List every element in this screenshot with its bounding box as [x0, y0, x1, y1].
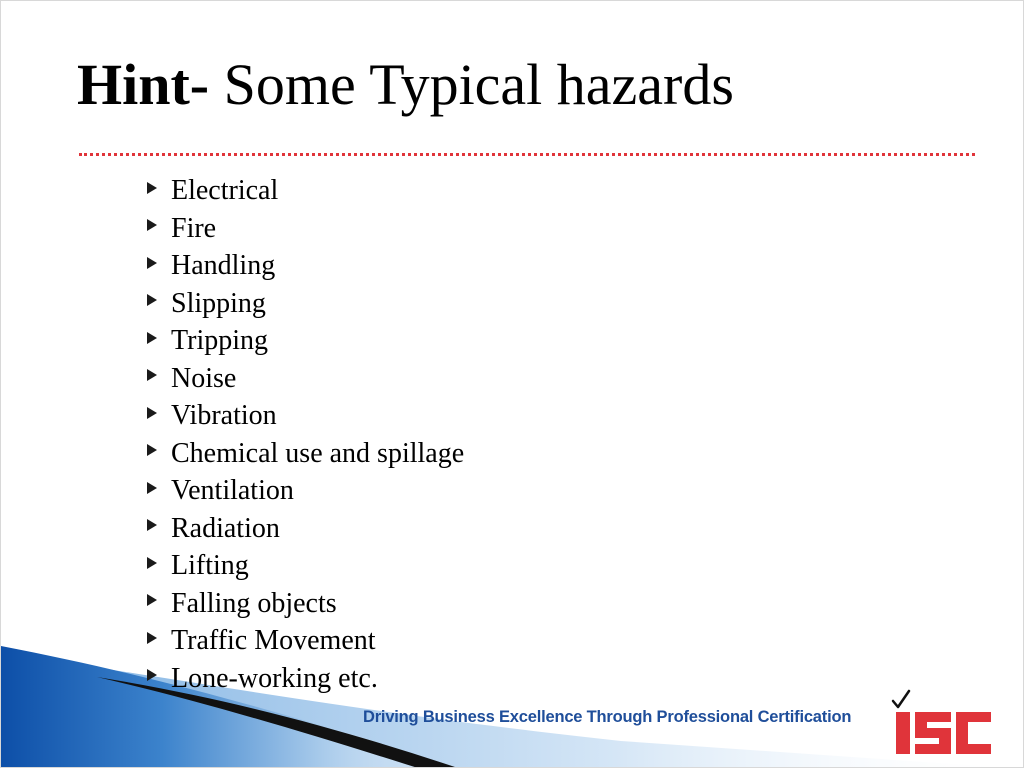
- list-item: [147, 397, 464, 435]
- list-item: [147, 210, 464, 248]
- list-item-label: Handling: [171, 250, 276, 281]
- list-item-label: Noise: [171, 362, 237, 394]
- list-item-label: Lone-working etc.: [171, 662, 378, 694]
- triangle-right-icon: [147, 369, 157, 381]
- list-item: [147, 285, 464, 323]
- triangle-right-icon: [147, 444, 157, 456]
- triangle-right-icon: [147, 407, 157, 419]
- list-item-label: Slipping: [171, 287, 266, 319]
- slide-title: [77, 49, 734, 121]
- list-item: [147, 622, 464, 660]
- list-item: [147, 510, 464, 548]
- list-item-label: Falling objects: [171, 587, 337, 619]
- triangle-right-icon: [147, 219, 157, 231]
- triangle-right-icon: [147, 482, 157, 494]
- triangle-right-icon: [147, 332, 157, 344]
- list-item: [147, 172, 464, 210]
- title-text: Some Typical hazards: [209, 52, 734, 117]
- title-divider: [79, 153, 975, 156]
- list-item-label: Ventilation: [171, 475, 294, 506]
- list-item: [147, 472, 464, 510]
- list-item-label: Radiation: [171, 512, 280, 544]
- list-item: [147, 585, 464, 623]
- list-item: [147, 322, 464, 360]
- list-item-label: Electrical: [171, 175, 279, 206]
- list-item-label: Lifting: [171, 550, 249, 581]
- triangle-right-icon: [147, 669, 157, 681]
- list-item: [147, 360, 464, 398]
- triangle-right-icon: [147, 257, 157, 269]
- triangle-right-icon: [147, 557, 157, 569]
- list-item: [147, 660, 464, 698]
- triangle-right-icon: [147, 519, 157, 531]
- triangle-right-icon: [147, 632, 157, 644]
- triangle-right-icon: [147, 182, 157, 194]
- title-hint: Hint-: [77, 52, 210, 117]
- triangle-right-icon: [147, 594, 157, 606]
- list-item-label: Traffic Movement: [171, 625, 376, 656]
- hazard-list: [147, 172, 464, 697]
- list-item: [147, 247, 464, 285]
- footer-tagline: Driving Business Excellence Through Professional Certification: [363, 708, 852, 726]
- list-item-label: Fire: [171, 212, 217, 244]
- list-item-label: Vibration: [171, 400, 277, 431]
- checkmark-icon: [893, 691, 909, 707]
- list-item: [147, 547, 464, 585]
- triangle-right-icon: [147, 294, 157, 306]
- list-item: [147, 435, 464, 473]
- list-item-label: Chemical use and spillage: [171, 437, 465, 469]
- list-item-label: Tripping: [171, 325, 269, 356]
- isc-logo: [889, 687, 999, 759]
